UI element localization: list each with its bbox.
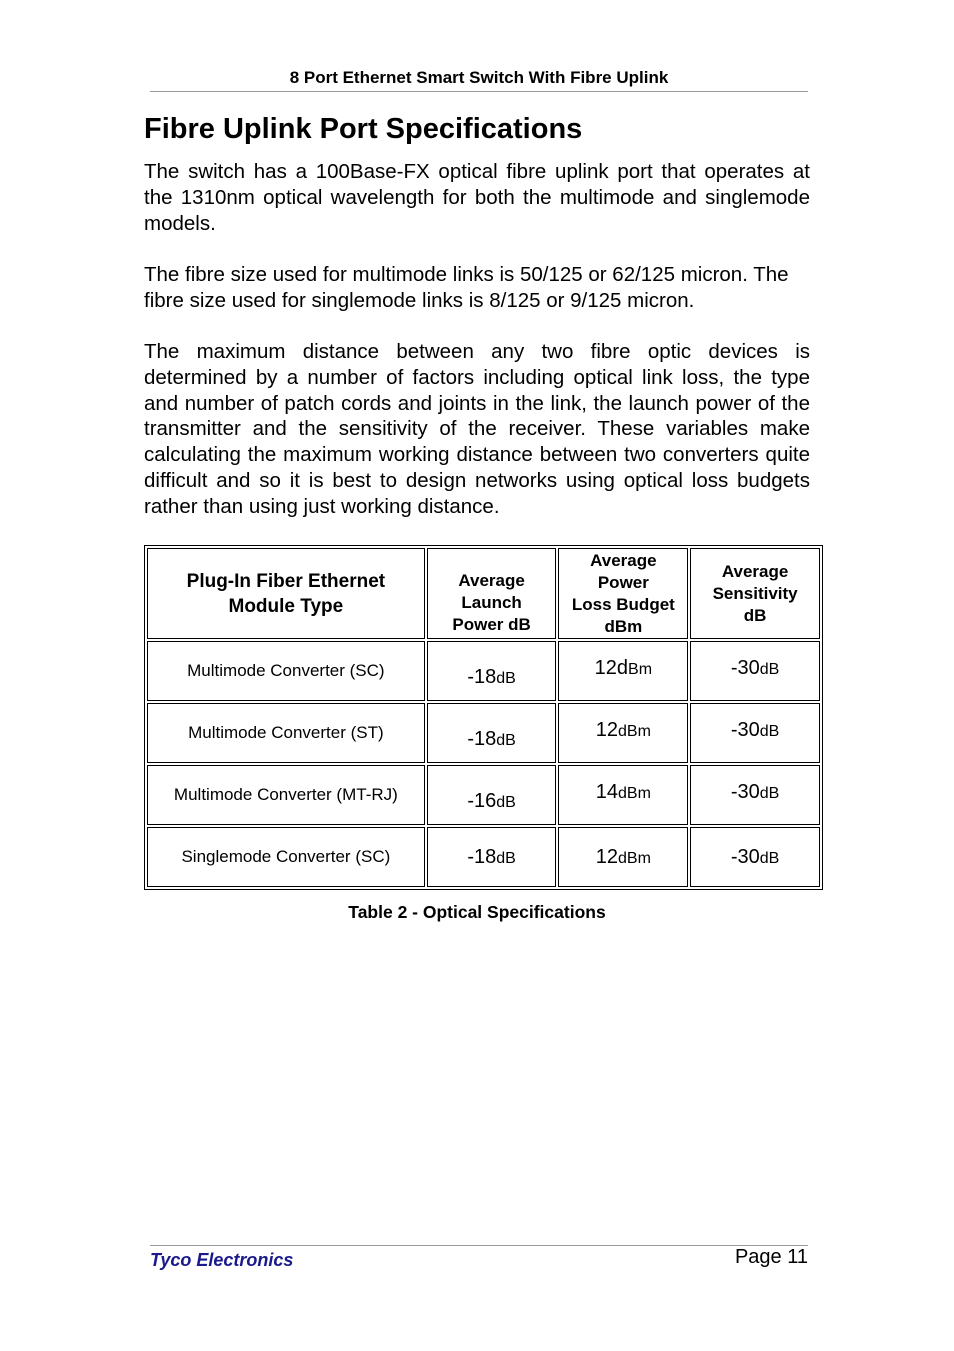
sensitivity-unit: dB — [759, 849, 780, 867]
footer-company: Tyco Electronics — [150, 1250, 294, 1270]
cell-loss-budget — [558, 641, 688, 701]
sensitivity-value: -30 — [730, 718, 760, 741]
running-header: 8 Port Ethernet Smart Switch With Fibre Uplink — [150, 68, 808, 92]
launch-value: -18 — [467, 845, 497, 868]
header-module-type — [147, 548, 425, 639]
cell-launch-power — [427, 641, 557, 701]
cell-module-type: Multimode Converter (MT-RJ) — [147, 765, 425, 825]
launch-unit: dB — [496, 793, 516, 811]
budget-unit: dBm — [618, 849, 651, 867]
header-launch-power — [427, 548, 557, 639]
optical-specifications-table — [144, 545, 823, 890]
cell-sensitivity — [690, 765, 820, 825]
budget-value: 12 — [595, 718, 619, 741]
table-row — [147, 827, 820, 887]
cell-module-type: Singlemode Converter (SC) — [147, 827, 425, 887]
header-launch-line-1: Average — [458, 571, 525, 590]
paragraph-fibre-size: The fibre size used for multimode links is 50/125 or 62/125 micron. The fibre size used for singlemode links is 8/125 or 9/125 micron. — [144, 263, 789, 312]
header-budget-line-3: Loss Budget — [571, 594, 675, 614]
cell-launch-power — [427, 765, 557, 825]
sensitivity-value: -30 — [730, 780, 760, 803]
paragraph-max-distance: The maximum distance between any two fibre optic devices is determined by a number of factors including optical link loss, the type and number of patch cords and joints in the link, the launch power of the transmitter and the sensitivity of the receiver. These variables make calculating the maximum working distance between two converters quite difficult and so it is best to design networks using optical loss budgets rather than using just working distance. — [144, 340, 810, 518]
header-budget-line-1: Average — [590, 550, 657, 570]
header-module-type-line-1: Plug-In Fiber Ethernet — [186, 570, 386, 592]
page-number: Page 11 — [734, 1246, 808, 1268]
header-budget-line-4: dBm — [604, 616, 643, 636]
cell-loss-budget — [558, 765, 688, 825]
header-sensitivity-line-3: dB — [743, 605, 767, 625]
launch-unit: dB — [496, 849, 516, 867]
table-row — [147, 703, 820, 763]
sensitivity-value: -30 — [730, 656, 760, 679]
section-title: Fibre Uplink Port Specifications — [144, 113, 583, 145]
launch-value: -16 — [467, 789, 497, 812]
header-sensitivity-line-2: Sensitivity — [712, 583, 798, 603]
sensitivity-unit: dB — [759, 722, 780, 740]
launch-unit: dB — [496, 731, 516, 749]
paragraph-intro: The switch has a 100Base-FX optical fibre uplink port that operates at the 1310nm optical wavelength for both the multimode and singlemode models. — [144, 160, 810, 235]
table-caption: Table 2 - Optical Specifications — [348, 902, 606, 922]
budget-unit: dBm — [618, 784, 651, 802]
header-launch-line-2: Launch — [461, 593, 522, 612]
cell-module-type: Multimode Converter (SC) — [147, 641, 425, 701]
cell-launch-power — [427, 703, 557, 763]
header-sensitivity — [690, 548, 820, 639]
cell-loss-budget — [558, 703, 688, 763]
header-sensitivity-line-1: Average — [721, 561, 789, 581]
page-footer — [150, 1245, 808, 1276]
cell-sensitivity — [690, 827, 820, 887]
cell-loss-budget — [558, 827, 688, 887]
sensitivity-unit: dB — [759, 660, 780, 678]
sensitivity-value: -30 — [730, 845, 760, 868]
budget-value: 12d — [594, 656, 629, 679]
header-module-type-line-2: Module Type — [228, 595, 344, 617]
budget-unit: Bm — [628, 660, 653, 678]
cell-sensitivity — [690, 703, 820, 763]
cell-module-type: Multimode Converter (ST) — [147, 703, 425, 763]
cell-sensitivity — [690, 641, 820, 701]
table-row — [147, 641, 820, 701]
header-budget-line-2: Power — [597, 572, 649, 592]
header-loss-budget — [558, 548, 688, 639]
launch-value: -18 — [467, 665, 497, 688]
launch-unit: dB — [496, 669, 516, 687]
budget-value: 12 — [595, 845, 619, 868]
table-header-row — [147, 548, 820, 639]
budget-value: 14 — [595, 780, 619, 803]
cell-launch-power — [427, 827, 557, 887]
budget-unit: dBm — [618, 722, 651, 740]
launch-value: -18 — [467, 727, 497, 750]
sensitivity-unit: dB — [759, 784, 780, 802]
table-row — [147, 765, 820, 825]
header-launch-line-3: Power dB — [452, 615, 531, 634]
